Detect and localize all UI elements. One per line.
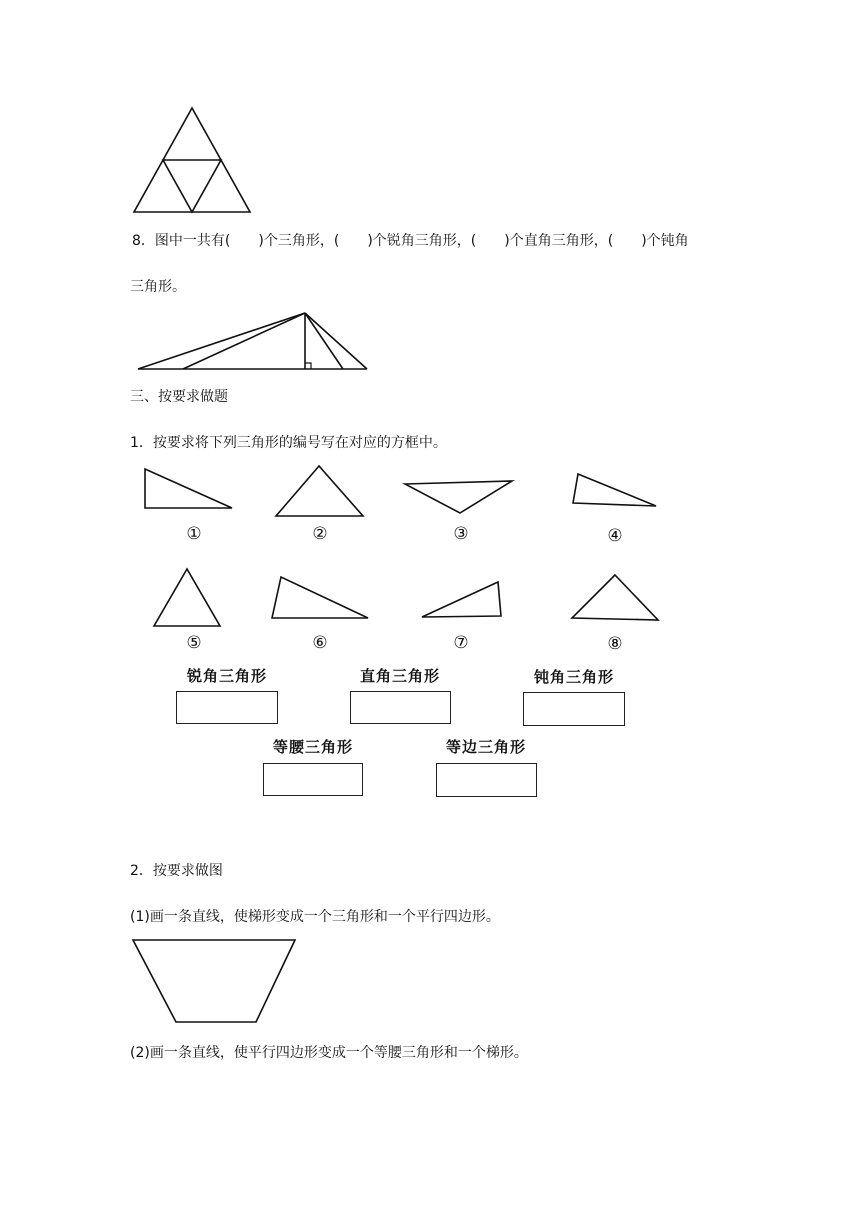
triangle-label-4: ④ (607, 526, 623, 546)
q8-text-part-2: )个三角形，( (258, 233, 340, 249)
triangle-label-5: ⑤ (186, 633, 202, 653)
section-3-heading: 三、按要求做题 (130, 389, 228, 405)
q8-text-part-5: )个钝角 (641, 233, 689, 249)
q8-text-part-3: )个锐角三角形，( (367, 233, 477, 249)
question-2-part-1: (1)画一条直线，使梯形变成一个三角形和一个平行四边形。 (130, 909, 500, 925)
question-1-prompt: 1．按要求将下列三角形的编号写在对应的方框中。 (130, 435, 447, 451)
question-2-prompt: 2．按要求做图 (130, 863, 223, 879)
triangle-label-2: ② (312, 524, 328, 544)
q8-text-prefix: 8．图中一共有( (132, 233, 231, 249)
triangle-label-8: ⑧ (607, 634, 623, 654)
category-acute-label: 锐角三角形 (186, 667, 267, 685)
triangle-label-1: ① (186, 524, 202, 544)
triangle-label-7: ⑦ (453, 633, 469, 653)
triangle-label-3: ③ (453, 524, 469, 544)
question-2-part-2: (2)画一条直线，使平行四边形变成一个等腰三角形和一个梯形。 (130, 1045, 528, 1061)
question-8-line-2: 三角形。 (130, 279, 186, 295)
category-equilateral-label: 等边三角形 (445, 738, 526, 756)
q8-text-part-4: )个直角三角形，( (504, 233, 614, 249)
category-isosceles-label: 等腰三角形 (272, 738, 353, 756)
category-obtuse-label: 钝角三角形 (533, 668, 614, 686)
triangle-label-6: ⑥ (312, 633, 328, 653)
category-right-label: 直角三角形 (359, 667, 440, 685)
